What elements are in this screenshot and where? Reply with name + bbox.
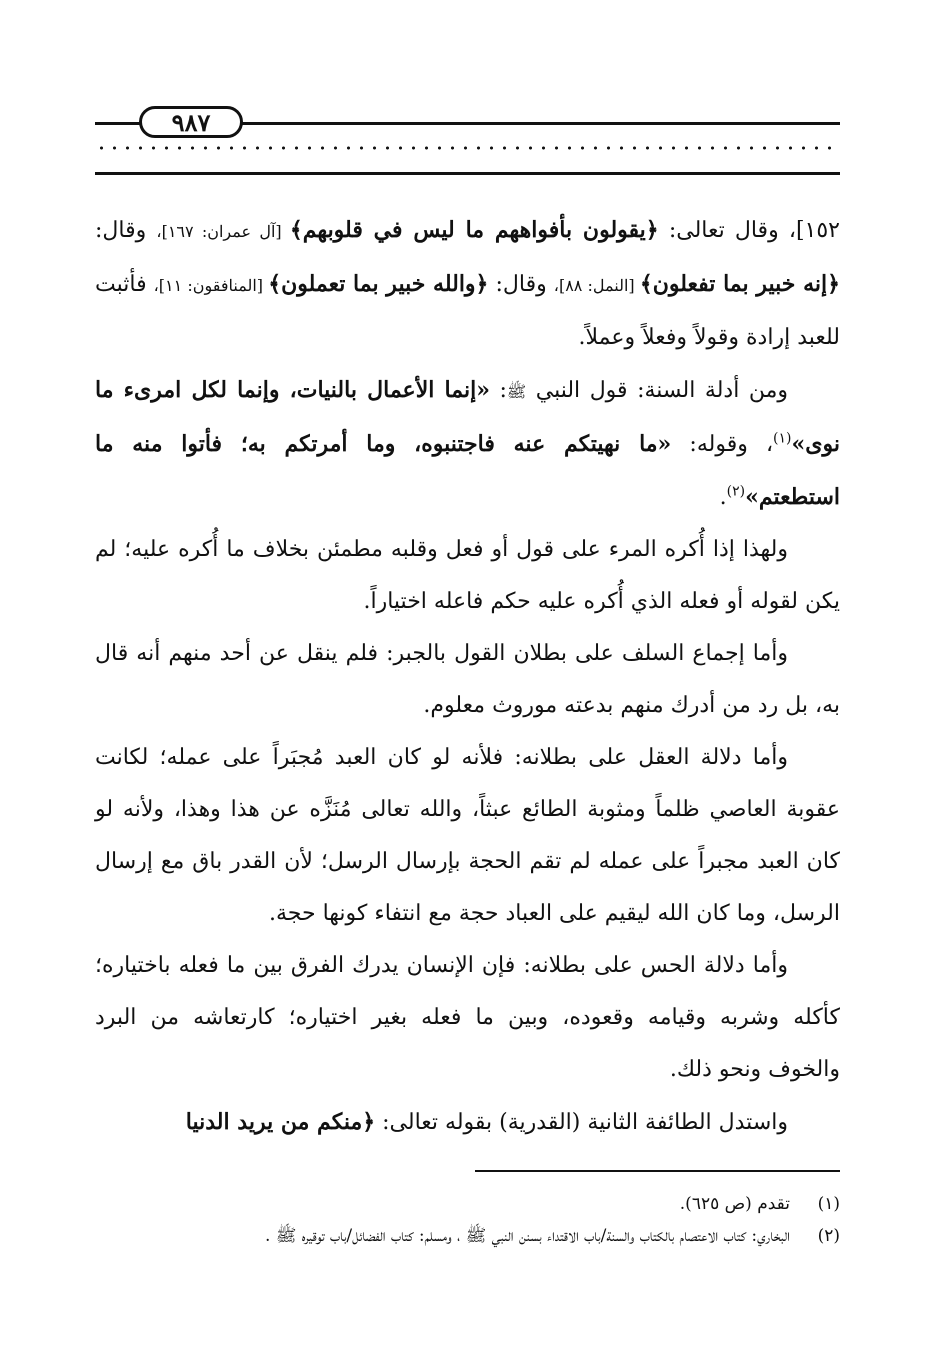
paragraph-1 xyxy=(95,204,840,364)
footnote-item xyxy=(95,1220,840,1252)
text-run: فأثبت للعبد إرادة وقولاً وفعلاً وعملاً. xyxy=(95,272,840,350)
paragraph-4: وأما إجماع السلف على بطلان القول بالجبر: فلم ينقل عن أحد منهم أنه قال به، بل رد من أدرك منهم بدعته موروث معلوم. xyxy=(95,641,840,718)
quran-quote: ﴿إنه خبير بما تفعلون﴾ xyxy=(639,271,841,297)
footnote-item xyxy=(95,1188,840,1220)
paragraph-5: وأما دلالة العقل على بطلانه: فلأنه لو كان العبد مُجبَراً على عمله؛ لكانت عقوبة العاصي ظلماً ومثوبة الطائع عبثاً، والله تعالى مُنَزَّه عن هذا وهذا، ولأنه لو كان العبد مجبراً على عمله لم تقم الحجة بإرسال الرسل؛ لأن القدر باق مع إرسال الرسل، وما كان الله ليقيم على العباد حجة مع انتفاء كونها حجة. xyxy=(95,745,840,926)
footnote-separator xyxy=(475,1170,840,1172)
blessing-glyph: ﷺ xyxy=(506,382,527,401)
verse-reference: [آل عمران: ١٦٧]، xyxy=(156,222,290,241)
paragraph-6: وأما دلالة الحس على بطلانه: فإن الإنسان يدرك الفرق بين ما فعله باختياره؛ كأكله وشربه وقيامه وقعوده، وبين ما فعله بغير اختياره؛ كارتعاشه من البرد والخوف ونحو ذلك. xyxy=(95,953,840,1082)
footnote-marker-1[interactable]: (١) xyxy=(773,430,792,447)
text-run: . xyxy=(719,485,727,510)
header-bottom-rule xyxy=(95,172,840,175)
footnote-number: (٢) xyxy=(817,1226,840,1246)
text-run: وقال: xyxy=(95,218,157,243)
paragraph-7 xyxy=(95,1096,840,1149)
page-number-badge xyxy=(139,106,243,138)
paragraph-2 xyxy=(95,364,840,524)
text-run: ١٥٢]، وقال تعالى: xyxy=(658,218,840,243)
paragraph-3: ولهذا إذا أُكره المرء على قول أو فعل وقلبه مطمئن بخلاف ما أُكره عليه؛ لم يكن لقوله أو فعله الذي أُكره عليه حكم فاعله اختياراً. xyxy=(95,537,840,614)
text-run: واستدل الطائفة الثانية (القدرية) بقوله تعالى: xyxy=(375,1110,788,1135)
verse-reference: [المنافقون: ١١]، xyxy=(153,276,269,295)
main-text xyxy=(95,204,840,1149)
verse-reference: [النمل: ٨٨]، xyxy=(553,276,640,295)
quran-quote: ﴿والله خبير بما تعملون﴾ xyxy=(268,271,489,297)
text-run: ومن أدلة السنة: قول النبي xyxy=(526,378,788,403)
hadith-quote: «ما نهيتكم عنه فاجتنبوه، وما أمرتكم به؛ فأتوا منه ما استطعتم» xyxy=(95,431,840,510)
text-run: وقال: xyxy=(488,272,554,297)
text-run: : xyxy=(489,378,507,403)
footnote-text: البخاري: كتاب الاعتصام بالكتاب والسنة/باب الاقتداء بسنن النبي ﷺ ، ومسلم: كتاب الفضائل/باب توقيره ﷺ . xyxy=(265,1226,790,1246)
quran-quote: ﴿يقولون بأفواههم ما ليس في قلوبهم﴾ xyxy=(289,217,659,243)
hadith-quote: «إنما الأعمال بالنيات، وإنما لكل امرىء ما نوى» xyxy=(95,377,840,457)
header-dotted-rule xyxy=(95,146,840,150)
quran-quote: ﴿منكم من يريد الدنيا xyxy=(185,1109,376,1135)
page-header xyxy=(95,100,840,190)
footnote-marker-2[interactable]: (٢) xyxy=(726,483,746,500)
text-run: ، وقوله: xyxy=(671,432,774,457)
footnote-text: تقدم (ص ٦٢٥). xyxy=(679,1194,790,1214)
footnotes xyxy=(95,1188,840,1252)
page-number: ٩٨٧ xyxy=(171,107,211,137)
footnote-number: (١) xyxy=(817,1194,840,1214)
